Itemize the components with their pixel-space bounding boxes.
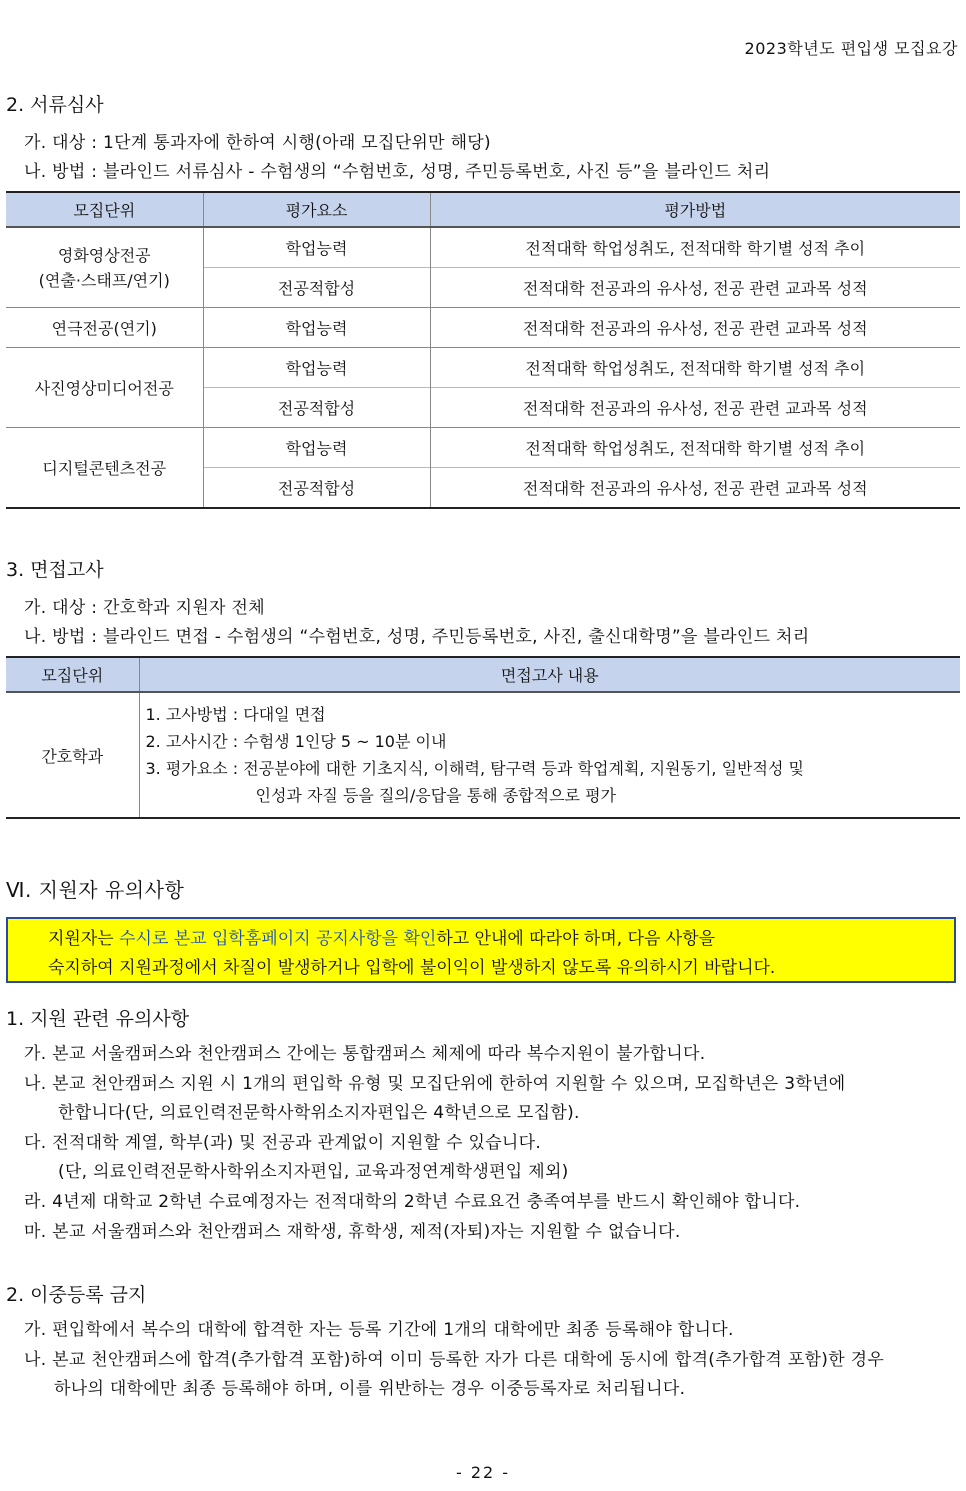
table-header-row bbox=[6, 657, 960, 692]
eval-element: 학업능력 bbox=[203, 348, 430, 388]
eval-method: 전적대학 전공과의 유사성, 전공 관련 교과목 성적 bbox=[522, 279, 868, 298]
header-element: 평가요소 bbox=[203, 192, 430, 227]
notice-text: 하고 안내에 따라야 하며, 다음 사항을 bbox=[436, 929, 716, 949]
eval-element: 학업능력 bbox=[203, 227, 430, 268]
page-number: - 22 - bbox=[455, 1463, 511, 1482]
notice-box bbox=[6, 917, 956, 983]
interview-item: 2. 고사시간 : 수험생 1인당 5 ~ 10분 이내 bbox=[145, 732, 447, 751]
section-2-method: 나. 방법 : 블라인드 서류심사 - 수험생의 “수험번호, 성명, 주민등록번호, 사진 등”을 블라인드 처리 bbox=[24, 162, 771, 182]
header-unit: 모집단위 bbox=[6, 192, 203, 227]
eval-element: 학업능력 bbox=[203, 308, 430, 348]
eval-element: 학업능력 bbox=[203, 428, 430, 468]
list-item: 하나의 대학에만 최종 등록해야 하며, 이를 위반하는 경우 이중등록자로 처리됩니다. bbox=[54, 1379, 686, 1399]
notice-text: 지원자는 bbox=[48, 929, 120, 949]
list-item: 나. 본교 천안캠퍼스에 합격(추가합격 포함)하여 이미 등록한 자가 다른 대학에 동시에 합격(추가합격 포함)한 경우 bbox=[24, 1350, 885, 1370]
list-item: 라. 4년제 대학교 2학년 수료예정자는 전적대학의 2학년 수료요건 충족여부를 반드시 확인해야 합니다. bbox=[24, 1192, 801, 1212]
section-2-target: 가. 대상 : 1단계 통과자에 한하여 시행(아래 모집단위만 해당) bbox=[24, 133, 491, 153]
eval-method: 전적대학 학업성취도, 전적대학 학기별 성적 추이 bbox=[525, 439, 866, 458]
list-item: 가. 편입학에서 복수의 대학에 합격한 자는 등록 기간에 1개의 대학에만 최종 등록해야 합니다. bbox=[24, 1320, 734, 1340]
subsection-1-title: 1. 지원 관련 유의사항 bbox=[6, 1008, 190, 1030]
eval-element: 전공적합성 bbox=[203, 388, 430, 428]
list-item: 마. 본교 서울캠퍼스와 천안캠퍼스 재학생, 휴학생, 제적(자퇴)자는 지원할 수 없습니다. bbox=[24, 1222, 681, 1242]
eval-method: 전적대학 전공과의 유사성, 전공 관련 교과목 성적 bbox=[522, 399, 868, 418]
table-row bbox=[6, 308, 960, 348]
eval-element: 전공적합성 bbox=[203, 268, 430, 308]
subsection-2-title: 2. 이중등록 금지 bbox=[6, 1284, 147, 1306]
section-3-method: 나. 방법 : 블라인드 면접 - 수험생의 “수험번호, 성명, 주민등록번호, 사진, 출신대학명”을 블라인드 처리 bbox=[24, 627, 810, 647]
unit-photo: 사진영상미디어전공 bbox=[6, 348, 203, 428]
table-row bbox=[6, 227, 960, 268]
interview-item: 3. 평가요소 : 전공분야에 대한 기초지식, 이해력, 탐구력 등과 학업계획, 지원동기, 일반적성 및 bbox=[145, 759, 804, 778]
document-review-table bbox=[6, 191, 960, 509]
notice-line-1 bbox=[48, 925, 954, 954]
list-item: (단, 의료인력전문학사학위소지자편입, 교육과정연계학생편입 제외) bbox=[58, 1162, 569, 1182]
list-item: 나. 본교 천안캠퍼스 지원 시 1개의 편입학 유형 및 모집단위에 한하여 지원할 수 있으며, 모집학년은 3학년에 bbox=[24, 1074, 846, 1094]
eval-method: 전적대학 전공과의 유사성, 전공 관련 교과목 성적 bbox=[522, 479, 868, 498]
interview-table bbox=[6, 656, 960, 819]
page-header: 2023학년도 편입생 모집요강 bbox=[744, 39, 958, 58]
list-item: 한합니다(단, 의료인력전문학사학위소지자편입은 4학년으로 모집함). bbox=[58, 1103, 580, 1123]
unit-nursing: 간호학과 bbox=[6, 692, 139, 818]
eval-method: 전적대학 전공과의 유사성, 전공 관련 교과목 성적 bbox=[522, 319, 868, 338]
interview-item: 인성과 자질 등을 질의/응답을 통해 종합적으로 평가 bbox=[255, 786, 616, 805]
unit-film: 영화영상전공 (연출·스태프/연기) bbox=[6, 227, 203, 308]
header-unit: 모집단위 bbox=[6, 657, 139, 692]
list-item: 다. 전적대학 계열, 학부(과) 및 전공과 관계없이 지원할 수 있습니다. bbox=[24, 1133, 542, 1153]
notice-line-2: 숙지하여 지원과정에서 차질이 발생하거나 입학에 불이익이 발생하지 않도록 유의하시기 바랍니다. bbox=[48, 958, 776, 978]
header-content: 면접고사 내용 bbox=[139, 657, 960, 692]
section-2-title: 2. 서류심사 bbox=[6, 94, 104, 116]
eval-element: 전공적합성 bbox=[203, 468, 430, 509]
interview-item: 1. 고사방법 : 다대일 면접 bbox=[145, 705, 326, 724]
table-row bbox=[6, 428, 960, 468]
header-method: 평가방법 bbox=[430, 192, 960, 227]
section-3-target: 가. 대상 : 간호학과 지원자 전체 bbox=[24, 598, 265, 618]
eval-method: 전적대학 학업성취도, 전적대학 학기별 성적 추이 bbox=[525, 239, 866, 258]
table-row bbox=[6, 692, 960, 818]
unit-theater: 연극전공(연기) bbox=[6, 308, 203, 348]
eval-method: 전적대학 학업성취도, 전적대학 학기별 성적 추이 bbox=[525, 359, 866, 378]
section-3-title: 3. 면접고사 bbox=[6, 559, 104, 581]
table-header-row bbox=[6, 192, 960, 227]
section-6-title: Ⅵ. 지원자 유의사항 bbox=[6, 878, 185, 902]
table-row bbox=[6, 348, 960, 388]
list-item: 가. 본교 서울캠퍼스와 천안캠퍼스 간에는 통합캠퍼스 체제에 따라 복수지원이 불가합니다. bbox=[24, 1044, 706, 1064]
notice-highlight: 수시로 본교 입학홈페이지 공지사항을 확인 bbox=[119, 929, 437, 949]
unit-digital: 디지털콘텐츠전공 bbox=[6, 428, 203, 509]
interview-content bbox=[139, 692, 960, 818]
